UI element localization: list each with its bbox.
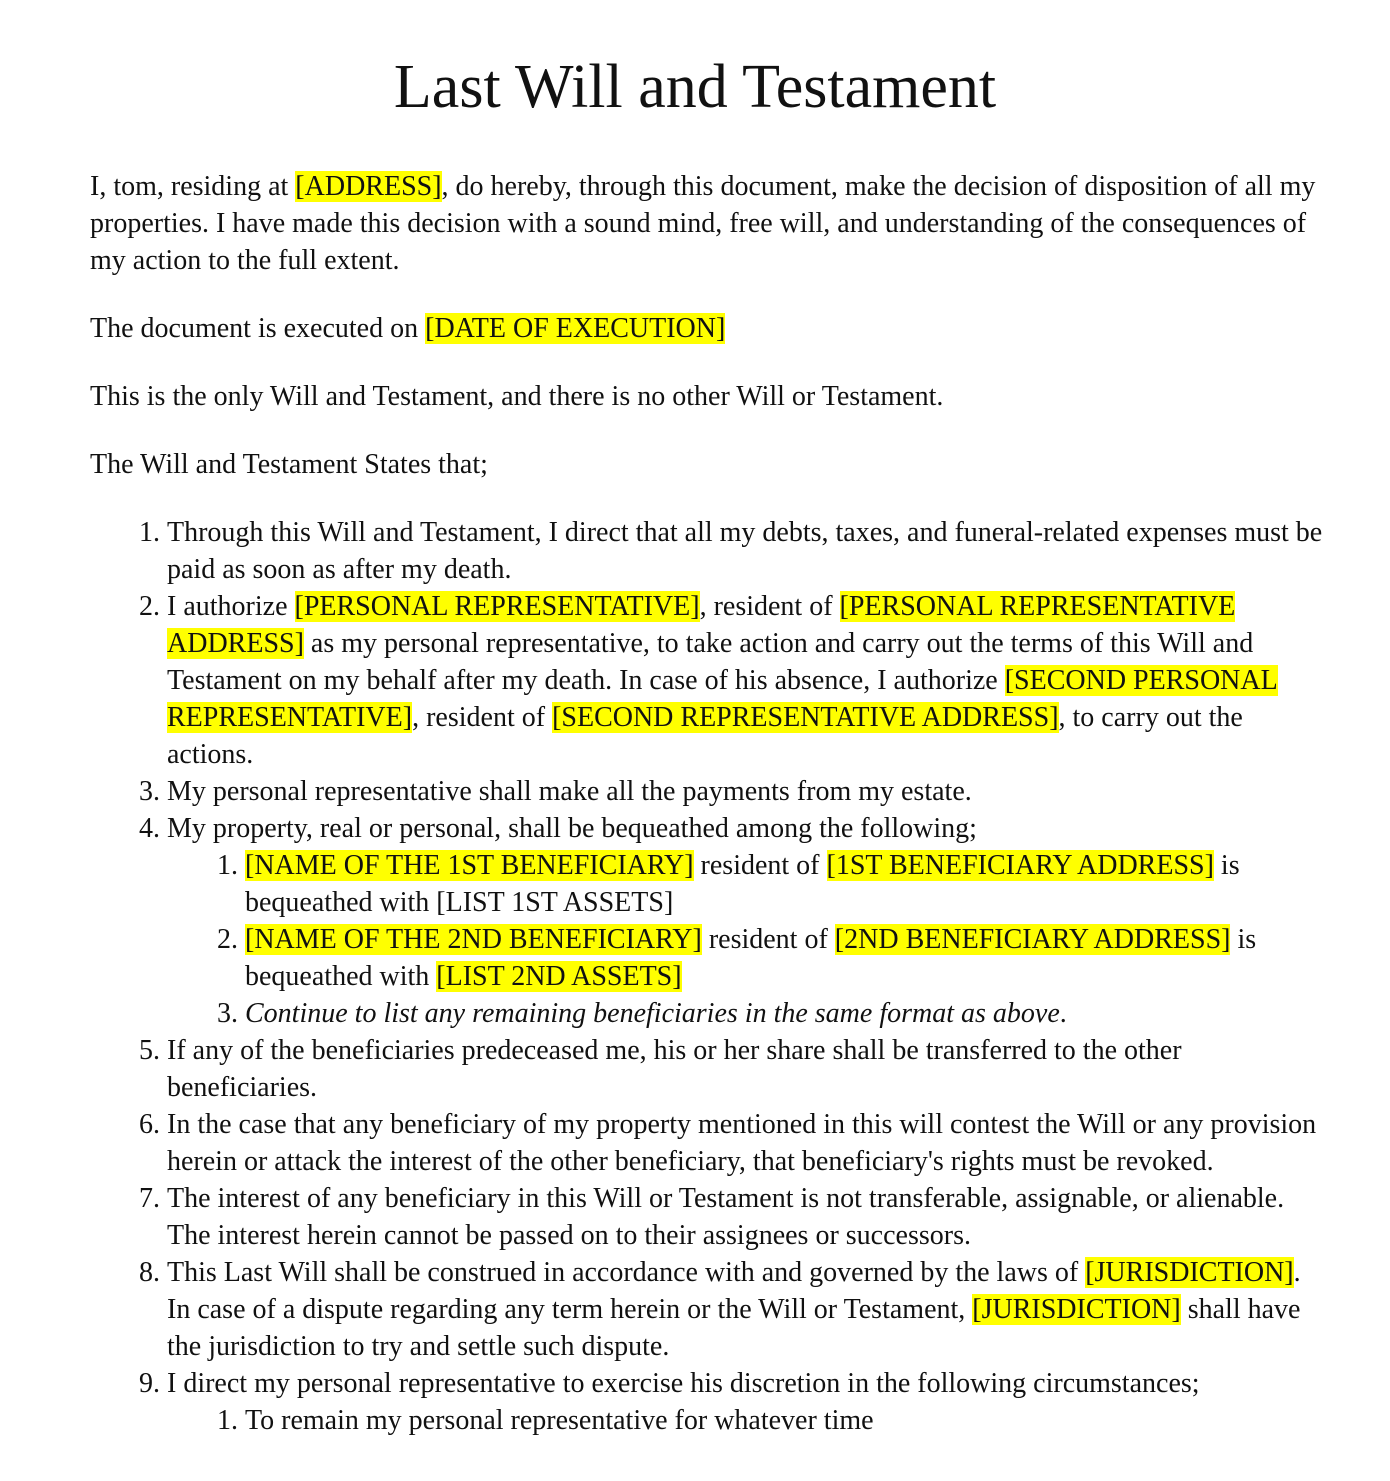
beneficiary-1-text-a: resident of <box>693 850 827 881</box>
clause-8-text-a: This Last Will shall be construed in accordance with and governed by the laws of <box>167 1257 1086 1288</box>
document-title: Last Will and Testament <box>393 53 997 121</box>
beneficiaries-list <box>167 847 1330 1032</box>
jurisdiction-placeholder-1: [JURISDICTION] <box>1085 1257 1294 1288</box>
beneficiary-1-text-b: is bequeathed with [LIST 1ST ASSETS] <box>245 850 1240 918</box>
states-paragraph: The Will and Testament States that; <box>90 449 488 480</box>
date-placeholder: [DATE OF EXECUTION] <box>425 313 726 344</box>
clause-1: 1. Through this Will and Testament, I direct that all my debts, taxes, and funeral-related expenses must be paid as soon as after my death. <box>167 514 1330 588</box>
clause-5: 5. If any of the beneficiaries predeceased me, his or her share shall be transferred to the other beneficiaries. <box>167 1032 1330 1106</box>
clause-9-text: I direct my personal representative to exercise his discretion in the following circumstances; <box>167 1368 1200 1399</box>
clause-2 <box>167 588 1330 773</box>
clause-2-text-c: as my personal representative, to take action and carry out the terms of this Will and Testament on my behalf after my death. In case of his absence, I authorize <box>167 628 1254 696</box>
beneficiary-3 <box>245 995 1330 1032</box>
clause-2-text-e: , to carry out the actions. <box>167 702 1243 770</box>
beneficiary-2 <box>245 921 1330 995</box>
continue-instruction-period: . <box>1059 998 1067 1029</box>
clause-8 <box>167 1254 1330 1365</box>
discretion-list <box>167 1402 1330 1439</box>
clause-8-text-c: shall have the jurisdiction to try and settle such dispute. <box>167 1294 1301 1362</box>
beneficiary-1-address-placeholder: [1ST BENEFICIARY ADDRESS] <box>826 850 1214 881</box>
beneficiary-2-text-b: is bequeathed with <box>245 924 1257 992</box>
clause-4 <box>167 810 1330 1032</box>
intro-paragraph <box>90 168 1330 279</box>
clause-7: 7. The interest of any beneficiary in this Will or Testament is not transferable, assignable, or alienable. The interest herein cannot be passed on to their assignees or successors. <box>167 1180 1330 1254</box>
beneficiary-1-name-placeholder: [NAME OF THE 1ST BENEFICIARY] <box>245 850 694 881</box>
clause-2-text-b: , resident of <box>699 591 840 622</box>
clause-9 <box>167 1365 1330 1439</box>
personal-representative-placeholder: [PERSONAL REPRESENTATIVE] <box>294 591 700 622</box>
clause-8-text-b: . In case of a dispute regarding any term herein or the Will or Testament, <box>167 1257 1301 1325</box>
will-clauses-list <box>90 514 1330 1439</box>
clause-4-text: My property, real or personal, shall be bequeathed among the following; <box>167 813 977 844</box>
beneficiary-2-address-placeholder: [2ND BENEFICIARY ADDRESS] <box>834 924 1231 955</box>
representative-address-placeholder: [PERSONAL REPRESENTATIVE ADDRESS] <box>167 591 1236 659</box>
beneficiary-2-assets-placeholder: [LIST 2ND ASSETS] <box>436 961 682 992</box>
clause-3: 3. My personal representative shall make all the payments from my estate. <box>167 773 1330 810</box>
beneficiary-2-text-a: resident of <box>701 924 835 955</box>
beneficiary-1 <box>245 847 1330 921</box>
jurisdiction-placeholder-2: [JURISDICTION] <box>972 1294 1181 1325</box>
intro-text-a: I, tom, residing at <box>90 171 296 202</box>
execution-text: The document is executed on <box>90 313 426 344</box>
clause-6: 6. In the case that any beneficiary of my property mentioned in this will contest the Will or any provision herein or attack the interest of the other beneficiary, that beneficiary's rights must be revoked. <box>167 1106 1330 1180</box>
address-placeholder: [ADDRESS] <box>295 171 442 202</box>
clause-2-text-a: I authorize <box>167 591 295 622</box>
clause-2-text-d: , resident of <box>412 702 553 733</box>
intro-text-b: , do hereby, through this document, make the decision of disposition of all my properties. I have made this decision with a sound mind, free will, and understanding of the consequences of my action to the full extent. <box>90 171 1316 276</box>
second-representative-placeholder: [SECOND PERSONAL REPRESENTATIVE] <box>167 665 1278 733</box>
discretion-item-1: 1. To remain my personal representative for whatever time <box>245 1402 1330 1439</box>
execution-date-paragraph <box>90 310 1330 347</box>
continue-instruction: Continue to list any remaining beneficiaries in the same format as above <box>245 998 1060 1029</box>
second-representative-address-placeholder: [SECOND REPRESENTATIVE ADDRESS] <box>552 702 1059 733</box>
beneficiary-2-name-placeholder: [NAME OF THE 2ND BENEFICIARY] <box>245 924 702 955</box>
only-will-paragraph: This is the only Will and Testament, and there is no other Will or Testament. <box>90 381 944 412</box>
